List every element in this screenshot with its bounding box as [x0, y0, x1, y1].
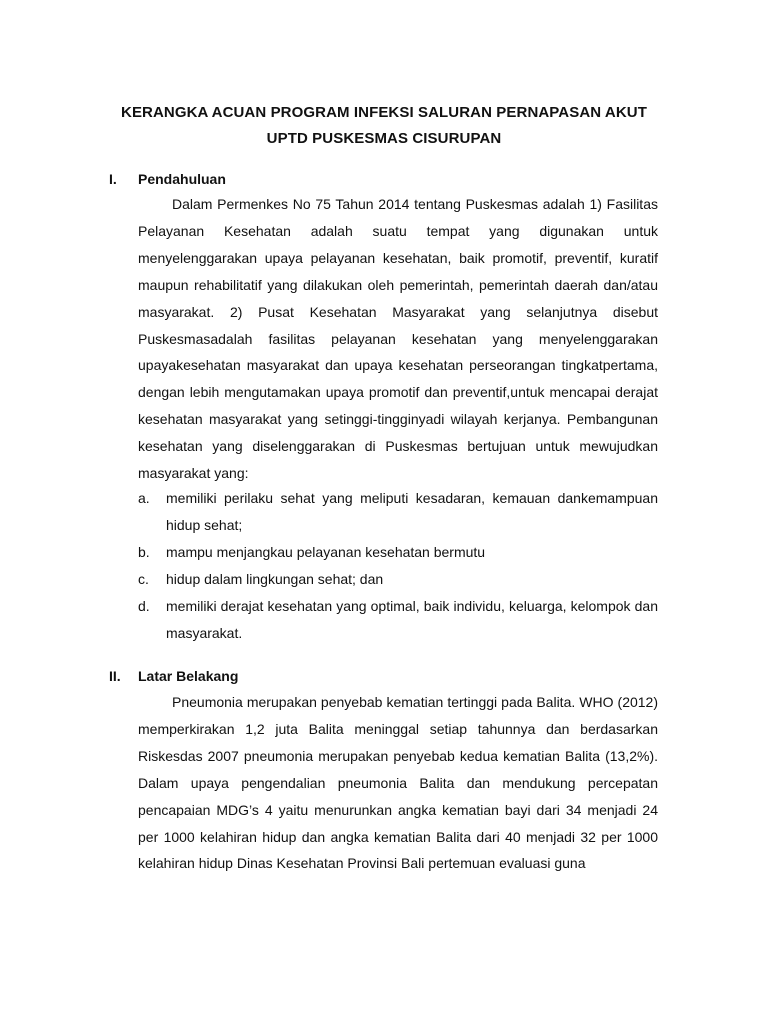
section-heading-pendahuluan — [109, 171, 226, 187]
list-marker: b. — [138, 543, 150, 560]
document-title-line2: UPTD PUSKESMAS CISURUPAN — [266, 130, 502, 147]
section-title: Latar Belakang — [138, 668, 239, 684]
list-item — [138, 539, 658, 566]
list-item — [138, 593, 658, 647]
list-item — [138, 566, 658, 593]
list-marker: d. — [138, 597, 150, 614]
list-item-text: mampu menjangkau pelayanan kesehatan bermutu — [166, 543, 486, 560]
list-item-text: memiliki derajat kesehatan yang optimal, baik individu, keluarga, kelompok dan masyarakat. — [166, 597, 658, 641]
document-title-line1: KERANGKA ACUAN PROGRAM INFEKSI SALURAN PERNAPASAN AKUT — [121, 104, 647, 121]
section-number: I. — [109, 171, 117, 187]
list-marker: a. — [138, 490, 150, 506]
section-number: II. — [109, 668, 121, 684]
list-item-text: memiliki perilaku sehat yang meliputi kesadaran, kemauan dankemampuan hidup sehat; — [166, 490, 658, 533]
list-marker: c. — [138, 570, 149, 587]
section-title: Pendahuluan — [138, 171, 226, 187]
section-paragraph-pendahuluan: Dalam Permenkes No 75 Tahun 2014 tentang Puskesmas adalah 1) Fasilitas Pelayanan Kesehatan adalah suatu tempat yang digunakan untuk menyelenggarakan upaya pelayanan kesehatan, baik promotif, preventif, kuratif maupun rehabilitatif yang dilakukan oleh pemerintah, pemerintah daerah dan/atau masyarakat. 2) Pusat Kesehatan Masyarakat yang selanjutnya disebut Puskesmasadalah fasilitas pelayanan kesehatan yang menyelenggarakan upayakesehatan masyarakat dan upaya kesehatan perseorangan tingkatpertama, dengan lebih mengutamakan upaya promotif dan preventif,untuk mencapai derajat kesehatan masyarakat yang setinggi-tingginyadi wilayah kerjanya. Pembangunan kesehatan yang diselenggarakan di Puskesmas bertujuan untuk mewujudkan masyarakat yang: — [138, 196, 658, 482]
section-paragraph-latar-belakang: Pneumonia merupakan penyebab kematian tertinggi pada Balita. WHO (2012) memperkirakan 1,2 juta Balita meninggal setiap tahunnya dan berdasarkan Riskesdas 2007 pneumonia merupakan penyebab kedua kematian Balita (13,2%). Dalam upaya pengendalian pneumonia Balita dan mendukung percepatan pencapaian MDG’s 4 yaitu menurunkan angka kematian bayi dari 34 menjadi 24 per 1000 kelahiran hidup dan angka kematian Balita dari 40 menjadi 32 per 1000 kelahiran hidup Dinas Kesehatan Provinsi Bali pertemuan evaluasi guna — [138, 694, 658, 872]
section-heading-latar-belakang — [109, 668, 238, 684]
goals-list — [138, 485, 658, 646]
list-item — [138, 485, 658, 539]
list-item-text: hidup dalam lingkungan sehat; dan — [166, 570, 384, 587]
